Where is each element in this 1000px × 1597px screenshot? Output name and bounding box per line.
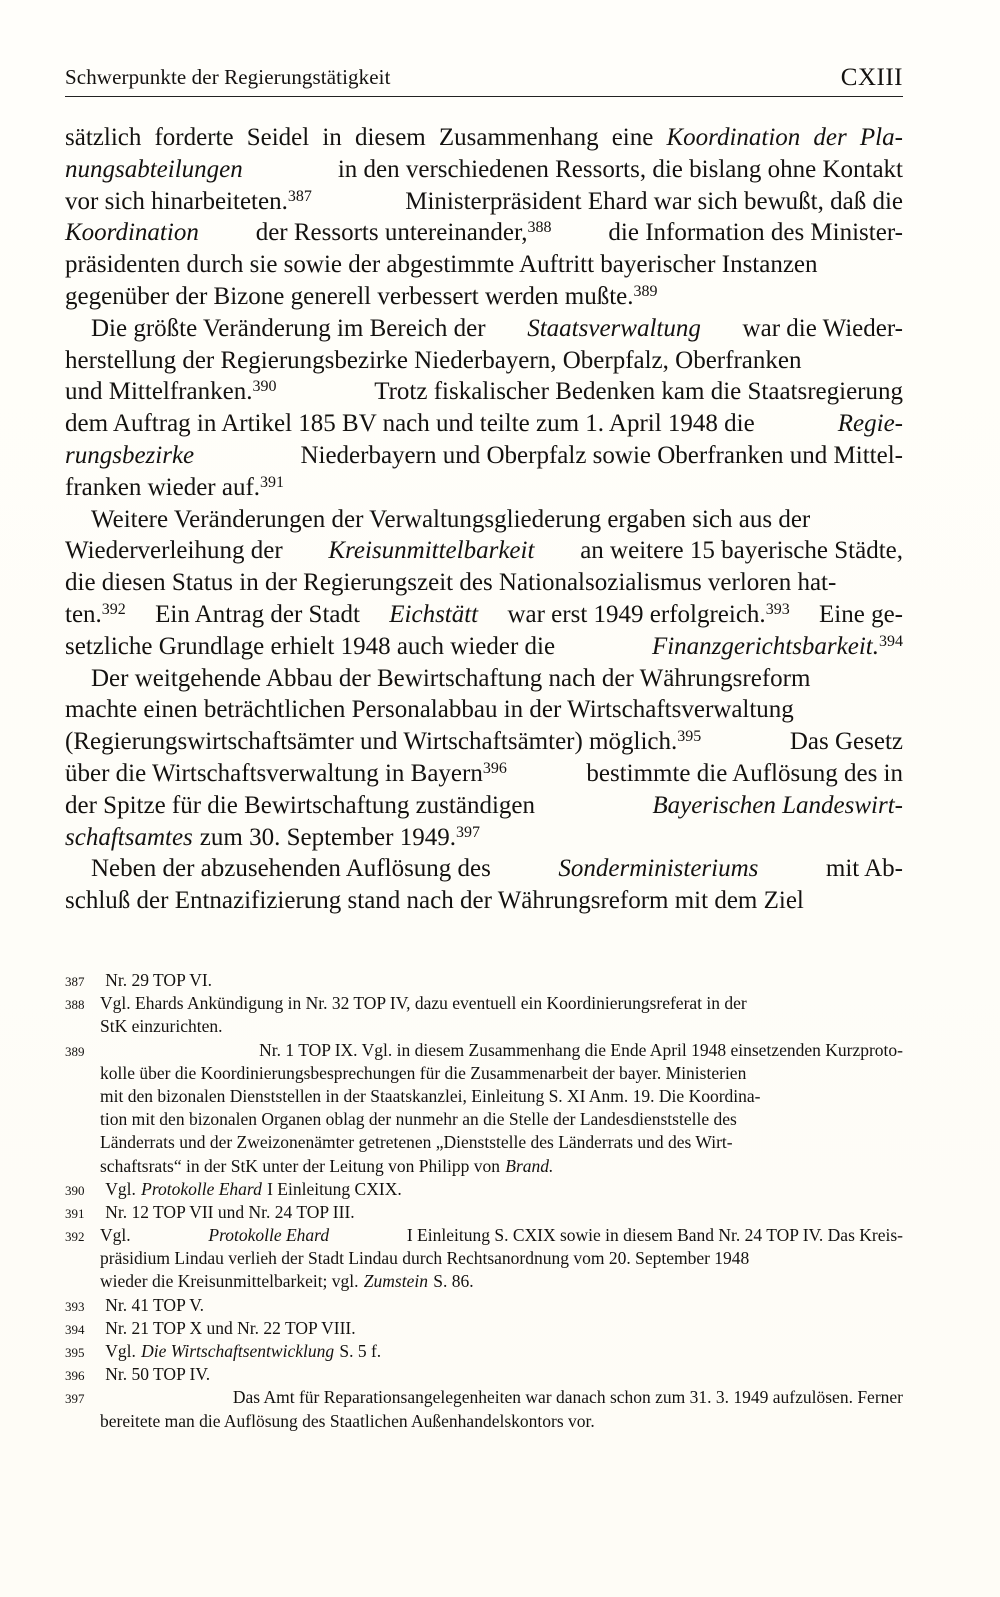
footnote-number: 388 [65, 997, 85, 1013]
footnote-number: 396 [65, 1368, 85, 1384]
footnote-line: tion mit den bizonalen Organen oblag der nunmehr an die Stelle der Landesdienststelle des [100, 1109, 737, 1130]
footnote-ref: 389 [633, 282, 658, 300]
footnote-395: 395 Vgl. Die Wirtschaftsentwicklung S. 5 f. [65, 1341, 382, 1361]
footnote-ref: 388 [527, 219, 552, 237]
paragraph-start: Neben der abzusehenden Auflösung des Sonderministeriums mit Ab- [91, 855, 903, 883]
footnote-393: 393 Nr. 41 TOP V. [65, 1294, 204, 1315]
footnote-392: 392 Vgl. Protokolle Ehard I Einleitung S. CXIX sowie in diesem Band Nr. 24 TOP IV. Das Kreis- [65, 1225, 903, 1246]
footnote-number: 389 [65, 1043, 85, 1059]
footnote-number: 397 [65, 1391, 85, 1407]
paragraph-start: Der weitgehende Abbau der Bewirtschaftung nach der Währungsreform [91, 664, 811, 692]
running-title: Schwerpunkte der Regierungstätigkeit [65, 65, 391, 89]
footnote-ref: 396 [482, 759, 507, 777]
main-text [65, 124, 903, 919]
text-line: vor sich hinarbeiteten.$^{387}$ Ministerpräsident Ehard war sich bewußt, daß die [65, 187, 903, 215]
text-line: franken wieder auf.$^{391}$ [65, 473, 285, 501]
paragraph-start: Weitere Veränderungen der Verwaltungsgliederung ergaben sich aus der [91, 505, 811, 533]
footnotes [65, 970, 903, 1434]
footnote-number: 393 [65, 1298, 85, 1314]
footnote-line: bereitete man die Auflösung des Staatlichen Außenhandelskontors vor. [100, 1410, 595, 1431]
running-head [65, 60, 903, 97]
text-line: die diesen Status in der Regierungszeit des Nationalsozialismus verloren hat- [65, 569, 837, 597]
text-line: über die Wirtschaftsverwaltung in Bayern$^{396}$ bestimmte die Auflösung des in [65, 759, 903, 787]
text-line: und Mittelfranken.$^{390}$ Trotz fiskalischer Bedenken kam die Staatsregierung [65, 378, 903, 406]
text-line: der Spitze für die Bewirtschaftung zuständigen Bayerischen Landeswirt- [65, 791, 903, 819]
footnote-ref: 390 [252, 378, 277, 396]
footnote-396: 396 Nr. 50 TOP IV. [65, 1364, 211, 1385]
footnote-390: 390 Vgl. Protokolle Ehard I Einleitung CXIX. [65, 1178, 402, 1199]
footnote-number: 394 [65, 1321, 85, 1337]
footnote-ref: 392 [101, 600, 126, 618]
text-line: präsidenten durch sie sowie der abgestimmte Auftritt bayerischer Instanzen [65, 251, 818, 279]
footnote-number: 390 [65, 1182, 85, 1198]
footnote-line: Länderrats und der Zweizonenämter getretenen „Dienststelle des Länderrats und des Wirt- [100, 1132, 733, 1153]
text-line: sätzlich forderte Seidel in diesem Zusammenhang eine Koordination der Pla- [65, 124, 903, 151]
text-line: dem Auftrag in Artikel 185 BV nach und teilte zum 1. April 1948 die Regie- [65, 410, 903, 438]
text-line: herstellung der Regierungsbezirke Niederbayern, Oberpfalz, Oberfranken [65, 346, 802, 374]
page-number: CXIII [840, 64, 903, 91]
footnote-ref: 394 [879, 632, 903, 650]
footnote-389: 389 Nr. 1 TOP IX. Vgl. in diesem Zusammenhang die Ende April 1948 einsetzenden Kurzproto- [65, 1039, 903, 1060]
footnote-ref: 393 [765, 600, 790, 618]
footnote-ref: 395 [677, 728, 702, 746]
footnote-number: 392 [65, 1229, 85, 1245]
text-line: Koordination der Ressorts untereinander,$^{388}$ die Information des Minister- [65, 219, 903, 247]
footnote-line: StK einzurichten. [100, 1016, 223, 1037]
footnote-ref: 391 [260, 473, 285, 491]
text-line: gegenüber der Bizone generell verbessert werden mußte.$^{389}$ [65, 282, 658, 310]
footnote-397: 397 Das Amt für Reparationsangelegenheiten war danach schon zum 31. 3. 1949 aufzulösen. Ferner [65, 1387, 903, 1408]
footnote-387: 387 Nr. 29 TOP VI. [65, 970, 213, 990]
footnote-line: wieder die Kreisunmittelbarkeit; vgl. Zumstein S. 86. [100, 1271, 474, 1292]
footnote-line: präsidium Lindau verlieh der Stadt Lindau durch Rechtsanordnung vom 20. September 1948 [100, 1248, 750, 1269]
footnote-388: 388 Vgl. Ehards Ankündigung in Nr. 32 TOP IV, dazu eventuell ein Koordinierungsreferat in der [65, 993, 747, 1014]
footnote-ref: 387 [287, 187, 312, 205]
text-line: machte einen beträchtlichen Personalabbau in der Wirtschaftsverwaltung [65, 696, 794, 724]
footnote-line: mit den bizonalen Dienststellen in der Staatskanzlei, Einleitung S. XI Anm. 19. Die Koordina- [100, 1085, 761, 1106]
footnote-ref: 397 [455, 823, 480, 841]
text-line: Wiederverleihung der Kreisunmittelbarkeit an weitere 15 bayerische Städte, [65, 537, 903, 565]
paragraph-start: Die größte Veränderung im Bereich der Staatsverwaltung war die Wieder- [91, 314, 903, 342]
footnote-number: 391 [65, 1205, 85, 1221]
footnote-line: schaftsrats“ in der StK unter der Leitung von Philipp von Brand. [100, 1155, 554, 1176]
footnote-number: 395 [65, 1345, 85, 1360]
text-line: setzliche Grundlage erhielt 1948 auch wieder die Finanzgerichtsbarkeit.$^{394}$ [65, 632, 903, 660]
footnote-391: 391 Nr. 12 TOP VII und Nr. 24 TOP III. [65, 1201, 355, 1222]
text-line: (Regierungswirtschaftsämter und Wirtschaftsämter) möglich.$^{395}$ Das Gesetz [65, 728, 903, 756]
footnote-394: 394 Nr. 21 TOP X und Nr. 22 TOP VIII. [65, 1317, 356, 1338]
text-line: schaftsamtes zum 30. September 1949.$^{397}$ [65, 823, 480, 851]
text-line: nungsabteilungen in den verschiedenen Ressorts, die bislang ohne Kontakt [65, 155, 903, 183]
footnote-line: kolle über die Koordinierungsbesprechungen für die Zusammenarbeit der bayer. Ministerien [100, 1062, 747, 1083]
text-line: rungsbezirke Niederbayern und Oberpfalz sowie Oberfranken und Mittel- [65, 441, 903, 469]
footnote-number: 387 [65, 974, 85, 989]
text-line: ten.$^{392}$ Ein Antrag der Stadt Eichstätt war erst 1949 erfolgreich.$^{393}$ Eine ge- [65, 600, 903, 628]
text-line: schluß der Entnazifizierung stand nach der Währungsreform mit dem Ziel [65, 887, 804, 915]
